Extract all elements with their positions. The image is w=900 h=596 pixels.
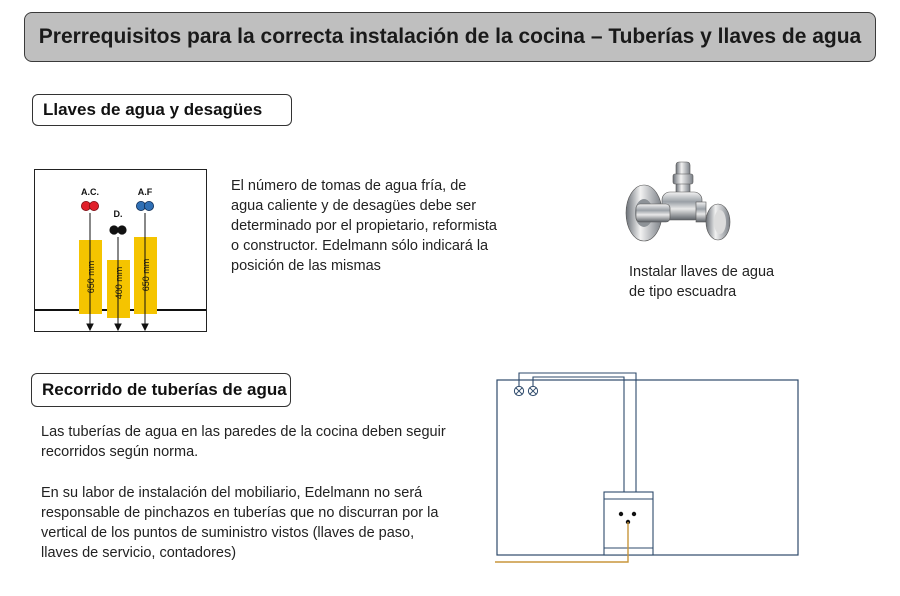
pipe-routing-diagram bbox=[492, 364, 804, 570]
paragraph-2-line: llaves de servicio, contadores) bbox=[41, 545, 237, 561]
description-line: El número de tomas de agua fría, de bbox=[231, 178, 467, 194]
description-line: agua caliente y de desagües debe ser bbox=[231, 198, 477, 214]
cold-water-height-label: 650 mm bbox=[141, 258, 151, 292]
paragraph-2-line: En su labor de instalación del mobiliario, Edelmann no será bbox=[41, 485, 423, 501]
paragraph-1-line: Las tuberías de agua en las paredes de la cocina deben seguir bbox=[41, 424, 446, 440]
drain-label: D. bbox=[113, 209, 123, 219]
valve-caption bbox=[629, 262, 829, 302]
description-line: determinado por el propietario, reformista bbox=[231, 218, 497, 234]
valve-symbols bbox=[514, 386, 537, 395]
hot-water-height-label: 650 mm bbox=[86, 260, 96, 294]
paragraph-2-line: responsable de pinchazos en tuberías que no discurran por la bbox=[41, 505, 439, 521]
description-line: posición de las mismas bbox=[231, 258, 381, 274]
cold-water-label: A.F bbox=[137, 187, 153, 197]
section-label-water-keys: Llaves de agua y desagües bbox=[32, 94, 292, 126]
hot-water-label: A.C. bbox=[81, 187, 99, 197]
paragraph-1-line: recorridos según norma. bbox=[41, 444, 199, 460]
valve-caption-line: Instalar llaves de agua bbox=[629, 264, 775, 280]
paragraph-2-line: vertical de los puntos de suministro vistos (llaves de paso, bbox=[41, 525, 415, 541]
page-title: Prerrequisitos para la correcta instalación de la cocina – Tuberías y llaves de agua bbox=[24, 12, 876, 62]
water-keys-description bbox=[231, 176, 561, 276]
valve-caption-line: de tipo escuadra bbox=[629, 284, 737, 300]
water-outlets-diagram bbox=[34, 169, 208, 333]
section-label-pipes: Recorrido de tuberías de agua bbox=[31, 373, 291, 407]
angle-valve-icon bbox=[622, 158, 732, 253]
drain-height-label: 400 mm bbox=[114, 266, 124, 300]
pipes-description bbox=[41, 422, 459, 563]
description-line: o constructor. Edelmann sólo indicará la bbox=[231, 238, 489, 254]
